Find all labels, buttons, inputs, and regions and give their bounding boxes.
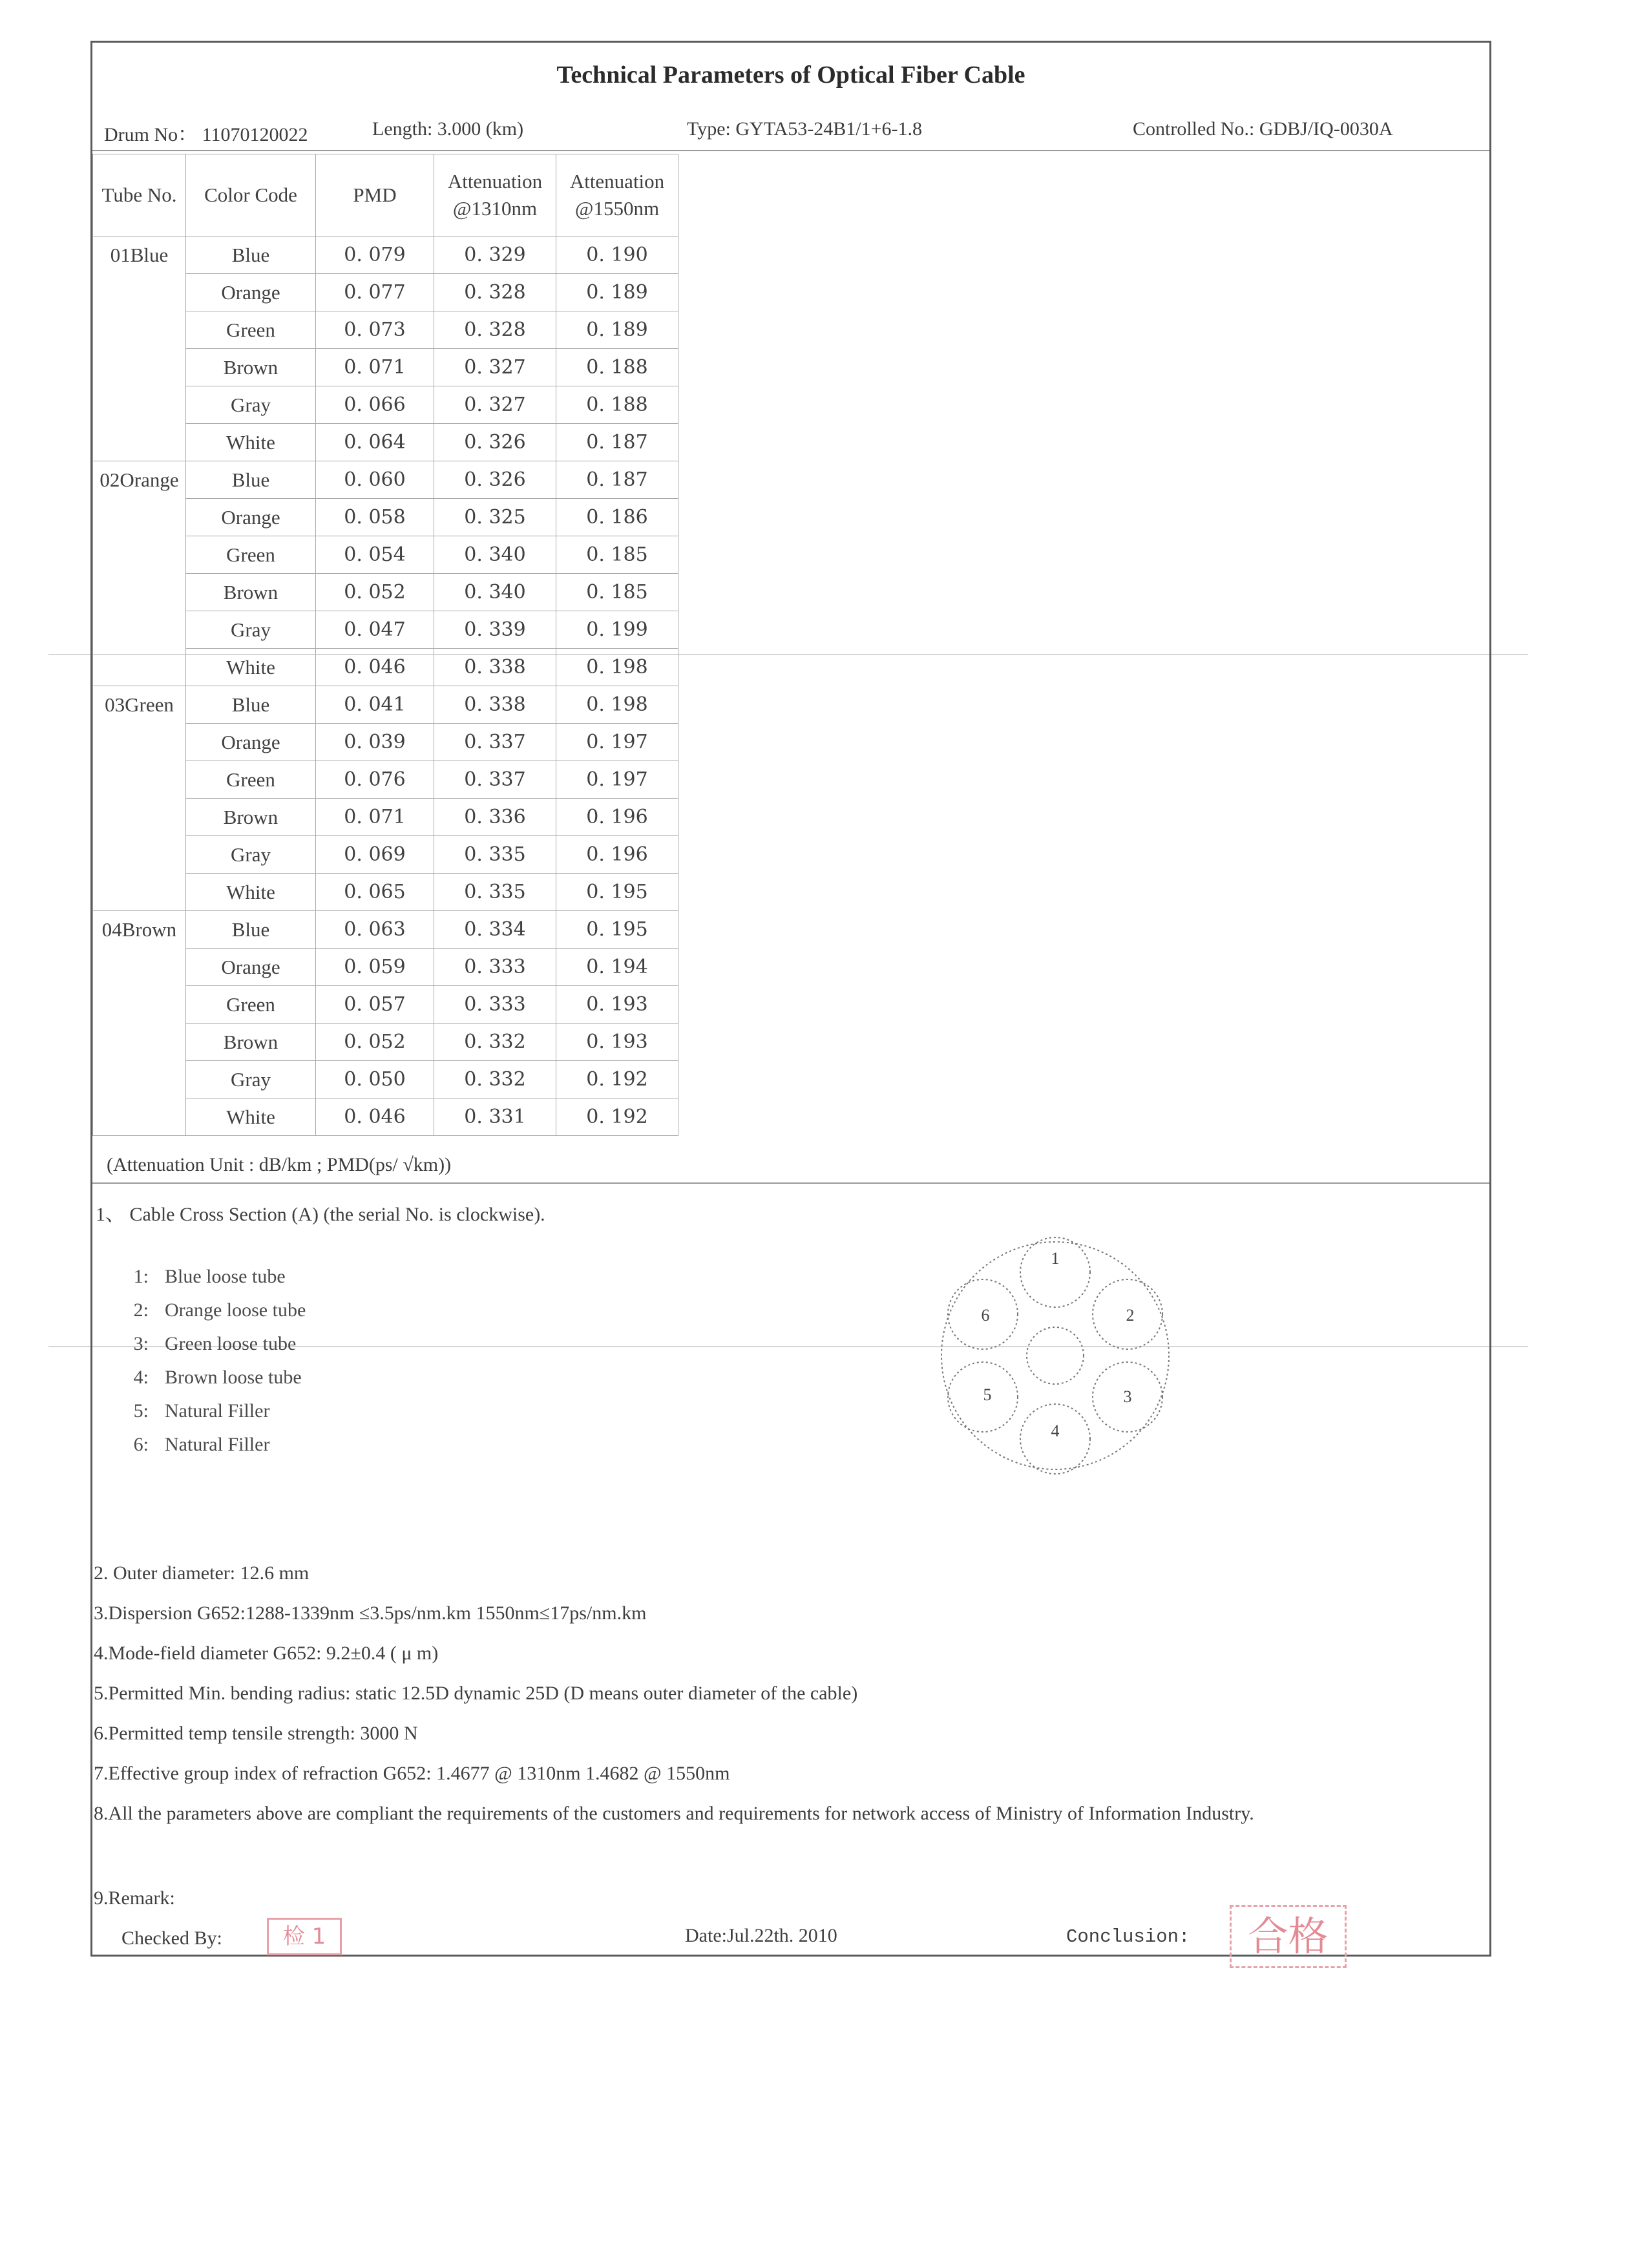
- table-row: [93, 461, 678, 499]
- tube-number-cell: 04Brown: [93, 911, 186, 949]
- color-code-cell: Orange: [186, 499, 316, 536]
- inspector-stamp: 检 1: [267, 1918, 342, 1955]
- remark-label: 9.Remark:: [94, 1887, 175, 1909]
- report-date: Date:Jul.22th. 2010: [685, 1925, 837, 1946]
- pmd-cell: 0. 066: [316, 386, 434, 424]
- central-strength-member: [1027, 1327, 1084, 1384]
- pass-stamp: 合格: [1230, 1905, 1347, 1968]
- color-code-cell: Brown: [186, 349, 316, 386]
- tube-number-cell: [93, 574, 186, 611]
- attenuation-1310-cell: 0. 337: [434, 724, 556, 761]
- document-title: Technical Parameters of Optical Fiber Cable: [556, 61, 1025, 89]
- conclusion-label: Conclusion:: [1066, 1926, 1190, 1948]
- attenuation-1310-cell: 0. 337: [434, 761, 556, 799]
- color-code-cell: Gray: [186, 1061, 316, 1098]
- tube-number-cell: 03Green: [93, 686, 186, 724]
- column-header-att1310: Attenuation @1310nm: [434, 154, 556, 236]
- attenuation-1550-cell: 0. 185: [556, 536, 678, 574]
- attenuation-1310-cell: 0. 336: [434, 799, 556, 836]
- table-row: [93, 274, 678, 311]
- table-row: [93, 686, 678, 724]
- tube-number-cell: [93, 386, 186, 424]
- diagram-label-3: 3: [1123, 1387, 1132, 1406]
- pmd-cell: 0. 064: [316, 424, 434, 461]
- tube-circle-1: [1020, 1237, 1090, 1307]
- section-rule: [92, 1182, 1489, 1184]
- attenuation-1310-cell: 0. 334: [434, 911, 556, 949]
- table-row: [93, 574, 678, 611]
- table-row: [93, 536, 678, 574]
- color-code-cell: Green: [186, 761, 316, 799]
- color-code-cell: Blue: [186, 686, 316, 724]
- color-code-cell: Orange: [186, 949, 316, 986]
- document-sheet: [90, 41, 1491, 1960]
- table-row: [93, 761, 678, 799]
- attenuation-1550-cell: 0. 189: [556, 274, 678, 311]
- tube-number-cell: [93, 949, 186, 986]
- table-row: [93, 986, 678, 1024]
- attenuation-1550-cell: 0. 197: [556, 761, 678, 799]
- legend-item-4: 4: Brown loose tube: [133, 1367, 302, 1388]
- column-header-att1550: Attenuation @1550nm: [556, 154, 678, 236]
- tube-number-cell: [93, 874, 186, 911]
- diagram-label-2: 2: [1126, 1306, 1135, 1325]
- color-code-cell: Brown: [186, 799, 316, 836]
- attenuation-1310-cell: 0. 332: [434, 1061, 556, 1098]
- pmd-cell: 0. 060: [316, 461, 434, 499]
- pmd-cell: 0. 077: [316, 274, 434, 311]
- color-code-cell: Orange: [186, 274, 316, 311]
- pmd-cell: 0. 079: [316, 236, 434, 274]
- attenuation-1550-cell: 0. 188: [556, 349, 678, 386]
- attenuation-1310-cell: 0. 333: [434, 949, 556, 986]
- attenuation-1310-cell: 0. 338: [434, 649, 556, 686]
- attenuation-1550-cell: 0. 190: [556, 236, 678, 274]
- attenuation-1550-cell: 0. 193: [556, 1024, 678, 1061]
- column-header-tube: Tube No.: [93, 154, 186, 236]
- drum-number: Drum No： 11070120022: [104, 124, 308, 145]
- pmd-cell: 0. 065: [316, 874, 434, 911]
- tube-number-cell: [93, 649, 186, 686]
- attenuation-1550-cell: 0. 195: [556, 911, 678, 949]
- pmd-cell: 0. 076: [316, 761, 434, 799]
- pmd-cell: 0. 050: [316, 1061, 434, 1098]
- attenuation-1310-cell: 0. 328: [434, 311, 556, 349]
- table-row: [93, 836, 678, 874]
- table-row: [93, 386, 678, 424]
- cross-section-heading: 1、 Cable Cross Section (A) (the serial No. is clockwise).: [96, 1204, 545, 1225]
- color-code-cell: Orange: [186, 724, 316, 761]
- table-header-row: [93, 154, 678, 236]
- attenuation-1310-cell: 0. 332: [434, 1024, 556, 1061]
- tube-number-cell: [93, 1098, 186, 1136]
- table-row: [93, 311, 678, 349]
- attenuation-1550-cell: 0. 194: [556, 949, 678, 986]
- spec-tensile-strength: 6.Permitted temp tensile strength: 3000 N: [94, 1723, 418, 1744]
- pmd-cell: 0. 071: [316, 349, 434, 386]
- attenuation-1310-cell: 0. 328: [434, 274, 556, 311]
- tube-number-cell: [93, 536, 186, 574]
- color-code-cell: Gray: [186, 386, 316, 424]
- spec-compliance: 8.All the parameters above are compliant the requirements of the customers and requirements for network access of Ministry of Information Industry.: [94, 1803, 1254, 1824]
- checked-by-label: Checked By:: [121, 1927, 222, 1949]
- spec-bending-radius: 5.Permitted Min. bending radius: static 12.5D dynamic 25D (D means outer diameter of the cable): [94, 1683, 858, 1704]
- color-code-cell: Blue: [186, 236, 316, 274]
- attenuation-1310-cell: 0. 326: [434, 424, 556, 461]
- attenuation-1310-cell: 0. 325: [434, 499, 556, 536]
- attenuation-1310-cell: 0. 335: [434, 874, 556, 911]
- header-rule: [92, 150, 1489, 151]
- unit-note: (Attenuation Unit : dB/km ; PMD(ps/ √km)): [107, 1154, 452, 1175]
- attenuation-1550-cell: 0. 195: [556, 874, 678, 911]
- pmd-cell: 0. 046: [316, 1098, 434, 1136]
- color-code-cell: Blue: [186, 461, 316, 499]
- attenuation-1310-cell: 0. 339: [434, 611, 556, 649]
- table-row: [93, 349, 678, 386]
- attenuation-1310-cell: 0. 326: [434, 461, 556, 499]
- table-row: [93, 911, 678, 949]
- tube-number-cell: [93, 799, 186, 836]
- table-row: [93, 236, 678, 274]
- table-row: [93, 1061, 678, 1098]
- color-code-cell: White: [186, 874, 316, 911]
- color-code-cell: White: [186, 1098, 316, 1136]
- pmd-cell: 0. 059: [316, 949, 434, 986]
- fiber-parameter-table: [92, 154, 678, 1136]
- tube-number-cell: 02Orange: [93, 461, 186, 499]
- tube-number-cell: [93, 611, 186, 649]
- attenuation-1310-cell: 0. 340: [434, 536, 556, 574]
- tube-number-cell: [93, 499, 186, 536]
- tube-number-cell: [93, 1061, 186, 1098]
- attenuation-1550-cell: 0. 187: [556, 424, 678, 461]
- pmd-cell: 0. 052: [316, 1024, 434, 1061]
- attenuation-1550-cell: 0. 188: [556, 386, 678, 424]
- diagram-label-1: 1: [1051, 1249, 1060, 1268]
- attenuation-1550-cell: 0. 198: [556, 686, 678, 724]
- tube-number-cell: [93, 724, 186, 761]
- legend-item-1: 1: Blue loose tube: [133, 1266, 286, 1287]
- attenuation-1550-cell: 0. 196: [556, 836, 678, 874]
- tube-number-cell: [93, 424, 186, 461]
- attenuation-1550-cell: 0. 186: [556, 499, 678, 536]
- color-code-cell: White: [186, 649, 316, 686]
- pmd-cell: 0. 041: [316, 686, 434, 724]
- table-row: [93, 424, 678, 461]
- color-code-cell: Gray: [186, 836, 316, 874]
- legend-item-6: 6: Natural Filler: [133, 1434, 270, 1455]
- attenuation-1550-cell: 0. 192: [556, 1098, 678, 1136]
- tube-number-cell: 01Blue: [93, 236, 186, 274]
- attenuation-1550-cell: 0. 198: [556, 649, 678, 686]
- pmd-cell: 0. 047: [316, 611, 434, 649]
- table-row: [93, 1024, 678, 1061]
- attenuation-1310-cell: 0. 333: [434, 986, 556, 1024]
- diagram-label-4: 4: [1051, 1422, 1060, 1440]
- pmd-cell: 0. 058: [316, 499, 434, 536]
- table-row: [93, 799, 678, 836]
- attenuation-1550-cell: 0. 193: [556, 986, 678, 1024]
- attenuation-1310-cell: 0. 329: [434, 236, 556, 274]
- color-code-cell: Brown: [186, 1024, 316, 1061]
- attenuation-1550-cell: 0. 189: [556, 311, 678, 349]
- color-code-cell: Gray: [186, 611, 316, 649]
- attenuation-1310-cell: 0. 327: [434, 349, 556, 386]
- attenuation-1550-cell: 0. 187: [556, 461, 678, 499]
- tube-number-cell: [93, 274, 186, 311]
- table-row: [93, 499, 678, 536]
- pmd-cell: 0. 069: [316, 836, 434, 874]
- table-row: [93, 1098, 678, 1136]
- attenuation-1310-cell: 0. 338: [434, 686, 556, 724]
- tube-number-cell: [93, 1024, 186, 1061]
- attenuation-1550-cell: 0. 192: [556, 1061, 678, 1098]
- spec-outer-diameter: 2. Outer diameter: 12.6 mm: [94, 1562, 310, 1584]
- controlled-number: Controlled No.: GDBJ/IQ-0030A: [1133, 118, 1393, 140]
- spec-mode-field: 4.Mode-field diameter G652: 9.2±0.4 ( μ m): [94, 1643, 439, 1664]
- tube-number-cell: [93, 986, 186, 1024]
- cable-cross-section-diagram: [936, 1236, 1175, 1475]
- color-code-cell: Green: [186, 536, 316, 574]
- color-code-cell: Green: [186, 311, 316, 349]
- pmd-cell: 0. 063: [316, 911, 434, 949]
- column-header-color: Color Code: [186, 154, 316, 236]
- pmd-cell: 0. 054: [316, 536, 434, 574]
- attenuation-1550-cell: 0. 199: [556, 611, 678, 649]
- attenuation-1550-cell: 0. 185: [556, 574, 678, 611]
- tube-number-cell: [93, 836, 186, 874]
- spec-group-index: 7.Effective group index of refraction G652: 1.4677 @ 1310nm 1.4682 @ 1550nm: [94, 1763, 730, 1784]
- table-row: [93, 949, 678, 986]
- cable-length: Length: 3.000 (km): [372, 118, 524, 140]
- pmd-cell: 0. 052: [316, 574, 434, 611]
- attenuation-1310-cell: 0. 327: [434, 386, 556, 424]
- attenuation-1310-cell: 0. 335: [434, 836, 556, 874]
- tube-number-cell: [93, 761, 186, 799]
- tube-number-cell: [93, 311, 186, 349]
- color-code-cell: Brown: [186, 574, 316, 611]
- attenuation-1310-cell: 0. 331: [434, 1098, 556, 1136]
- cable-type: Type: GYTA53-24B1/1+6-1.8: [687, 118, 923, 140]
- pmd-cell: 0. 057: [316, 986, 434, 1024]
- spec-dispersion: 3.Dispersion G652:1288-1339nm ≤3.5ps/nm.km 1550nm≤17ps/nm.km: [94, 1602, 647, 1624]
- legend-item-3: 3: Green loose tube: [133, 1333, 297, 1354]
- legend-item-2: 2: Orange loose tube: [133, 1299, 306, 1321]
- pmd-cell: 0. 046: [316, 649, 434, 686]
- table-row: [93, 724, 678, 761]
- color-code-cell: Green: [186, 986, 316, 1024]
- attenuation-1550-cell: 0. 197: [556, 724, 678, 761]
- pmd-cell: 0. 073: [316, 311, 434, 349]
- pmd-cell: 0. 039: [316, 724, 434, 761]
- attenuation-1310-cell: 0. 340: [434, 574, 556, 611]
- column-header-pmd: PMD: [316, 154, 434, 236]
- diagram-label-5: 5: [983, 1385, 992, 1404]
- pmd-cell: 0. 071: [316, 799, 434, 836]
- diagram-label-6: 6: [981, 1306, 990, 1325]
- table-row: [93, 611, 678, 649]
- table-row: [93, 649, 678, 686]
- tube-number-cell: [93, 349, 186, 386]
- legend-item-5: 5: Natural Filler: [133, 1400, 270, 1422]
- table-row: [93, 874, 678, 911]
- color-code-cell: White: [186, 424, 316, 461]
- attenuation-1550-cell: 0. 196: [556, 799, 678, 836]
- color-code-cell: Blue: [186, 911, 316, 949]
